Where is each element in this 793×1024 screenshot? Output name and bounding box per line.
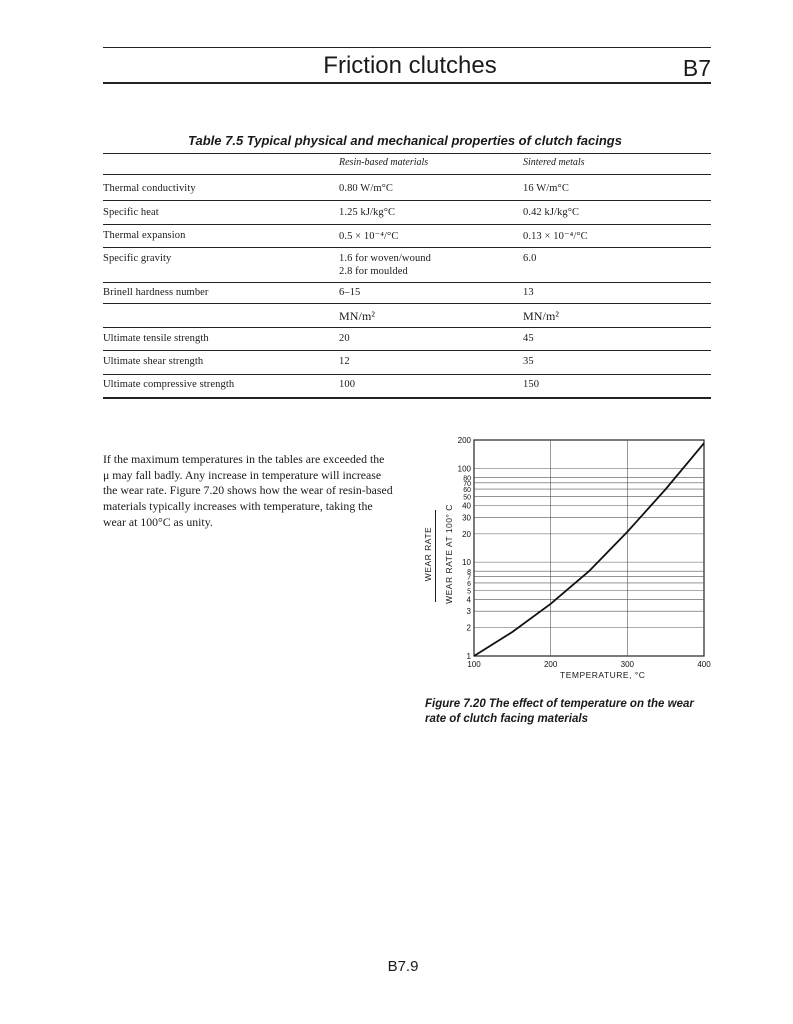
row-label: Specific gravity (103, 253, 172, 264)
row-sintered: 13 (523, 287, 534, 298)
body-paragraph: If the maximum temperatures in the tables are exceeded the μ may fall badly. Any increase in temperature will increase the wear rate. Figure 7.20 shows how the wear of resin-based materials typically increases with temperature, taking the wear at 100°C as unity. (103, 452, 393, 529)
y-tick-label: 20 (462, 529, 471, 539)
plot-frame (474, 440, 704, 656)
page-number: B7.9 (387, 958, 419, 975)
y-tick-label: 50 (463, 494, 471, 502)
page-title: Friction clutches (323, 52, 497, 79)
row-label: Ultimate compressive strength (103, 379, 235, 390)
y-tick-label: 5 (467, 588, 471, 596)
row-resin-second-line: 2.8 for moulded (339, 266, 408, 277)
y-tick-label: 6 (467, 580, 471, 588)
y-axis-label-bottom: WEAR RATE AT 100° C (444, 504, 454, 604)
row-sintered: 45 (523, 333, 534, 344)
row-resin: 1.6 for woven/wound (339, 253, 432, 264)
wear-rate-chart (420, 435, 720, 685)
wear-rate-curve (474, 443, 704, 656)
row-sintered: 150 (523, 379, 540, 390)
row-resin: 20 (339, 333, 350, 344)
y-tick-label: 1 (466, 652, 471, 661)
row-divider (103, 200, 711, 201)
x-tick-label: 100 (467, 660, 481, 669)
header-top-rule (103, 47, 711, 48)
row-resin: 12 (339, 356, 350, 367)
y-axis-label-top: WEAR RATE (423, 526, 433, 582)
header-bottom-rule (103, 82, 711, 84)
y-tick-label: 10 (462, 558, 471, 568)
table-title: Table 7.5 Typical physical and mechanical properties of clutch facings (188, 133, 622, 148)
y-tick-label: 7 (467, 574, 471, 582)
row-resin: 6–15 (339, 287, 361, 298)
row-divider (103, 327, 711, 328)
row-sintered: 6.0 (523, 253, 537, 264)
row-divider (103, 350, 711, 351)
row-resin: 0.5 × 10⁻⁴/°C (339, 231, 399, 242)
row-label: Ultimate shear strength (103, 356, 204, 367)
y-axis-label-fraction-bar (435, 510, 436, 602)
row-sintered: 0.42 kJ/kg°C (523, 207, 580, 218)
y-tick-label: 70 (463, 480, 471, 488)
row-label: Specific heat (103, 207, 159, 218)
unit-sintered: MN/m² (523, 309, 560, 323)
row-resin: 100 (339, 379, 356, 390)
y-tick-label: 8 (467, 569, 471, 577)
row-sintered: 35 (523, 356, 534, 367)
row-divider (103, 224, 711, 225)
x-axis-label: TEMPERATURE, °C (560, 670, 646, 680)
unit-resin: MN/m² (339, 309, 376, 323)
column-header-sintered: Sintered metals (523, 157, 585, 168)
x-tick-label: 400 (697, 660, 711, 669)
table-top-rule (103, 153, 711, 154)
y-tick-label: 40 (462, 501, 471, 511)
y-tick-label: 30 (462, 513, 471, 523)
y-tick-label: 60 (463, 487, 471, 495)
y-tick-label: 100 (457, 464, 471, 474)
row-label: Ultimate tensile strength (103, 333, 209, 344)
x-tick-label: 300 (620, 660, 635, 669)
figure-caption: Figure 7.20 The effect of temperature on the wear rate of clutch facing materials (425, 698, 694, 725)
row-label: Brinell hardness number (103, 287, 209, 298)
row-divider (103, 247, 711, 248)
row-divider (103, 303, 711, 304)
y-tick-label: 200 (457, 436, 471, 445)
row-divider (103, 282, 711, 283)
y-tick-label: 4 (466, 595, 471, 605)
table-header-rule (103, 174, 711, 175)
row-divider (103, 374, 711, 375)
row-sintered: 0.13 × 10⁻⁴/°C (523, 231, 588, 242)
y-tick-label: 3 (466, 607, 471, 617)
section-code: B7 (682, 55, 711, 81)
row-label: Thermal conductivity (103, 183, 196, 194)
row-resin: 1.25 kJ/kg°C (339, 207, 396, 218)
row-sintered: 16 W/m°C (523, 183, 569, 194)
column-header-resin: Resin-based materials (339, 157, 429, 168)
row-label: Thermal expansion (103, 230, 186, 241)
x-tick-label: 200 (543, 660, 558, 669)
row-resin: 0.80 W/m°C (339, 183, 394, 194)
y-tick-label: 2 (466, 623, 471, 633)
table-bottom-rule (103, 397, 711, 399)
y-tick-label: 80 (463, 475, 471, 483)
